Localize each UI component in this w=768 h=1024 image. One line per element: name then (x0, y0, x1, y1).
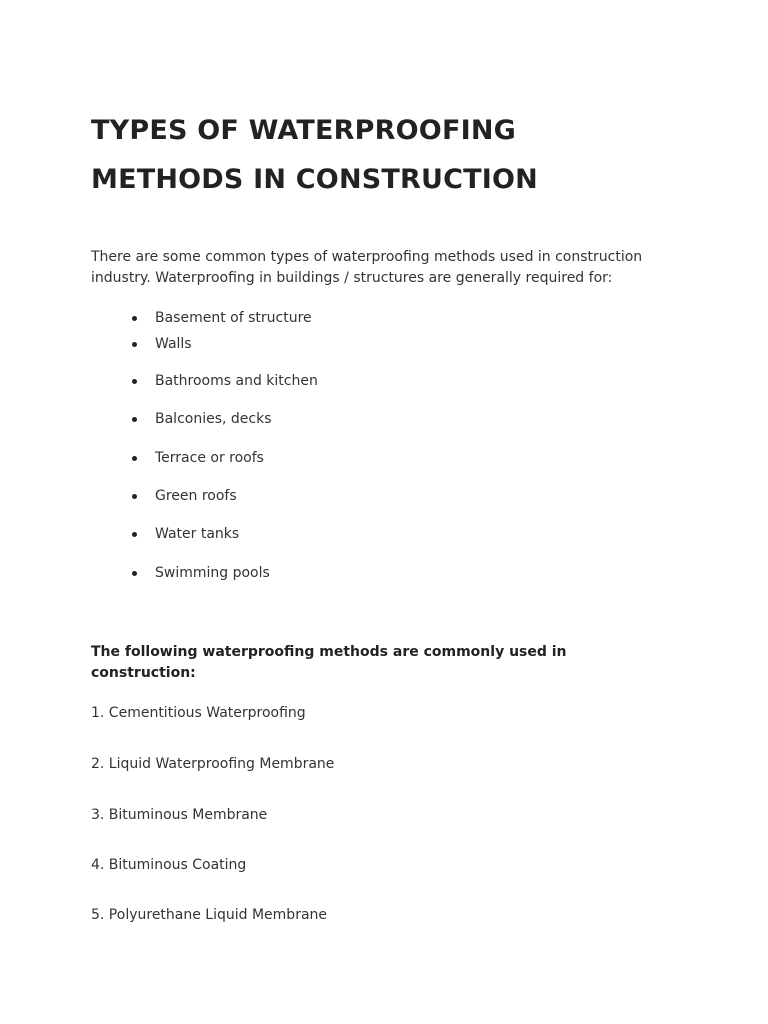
list-item-text: Basement of structure (155, 310, 312, 326)
title-line-2: METHODS IN CONSTRUCTION (91, 164, 538, 195)
page-title (91, 106, 538, 204)
bullet-icon (132, 494, 137, 499)
list-item-text: Walls (155, 336, 192, 352)
method-item: 5. Polyurethane Liquid Membrane (91, 907, 328, 923)
method-item: 2. Liquid Waterproofing Membrane (91, 756, 335, 772)
method-item: 1. Cementitious Waterproofing (91, 705, 306, 721)
bullet-icon (132, 532, 137, 537)
list-item-text: Swimming pools (155, 565, 270, 581)
title-line-1: TYPES OF WATERPROOFING (91, 115, 516, 146)
methods-heading: The following waterproofing methods are commonly used in construction: (91, 644, 567, 681)
intro-paragraph: There are some common types of waterproofing methods used in construction industry. Waterproofing in buildings / structures are generally required for: (91, 249, 643, 286)
list-item-text: Green roofs (155, 488, 237, 504)
bullet-icon (132, 456, 137, 461)
bullet-icon (132, 417, 137, 422)
bullet-icon (132, 379, 137, 384)
bullet-icon (132, 342, 137, 347)
list-item-text: Balconies, decks (155, 411, 272, 427)
bullet-icon (132, 316, 137, 321)
method-item: 3. Bituminous Membrane (91, 807, 268, 823)
bullet-icon (132, 571, 137, 576)
list-item-text: Water tanks (155, 526, 240, 542)
list-item-text: Bathrooms and kitchen (155, 373, 318, 389)
method-item: 4. Bituminous Coating (91, 857, 247, 873)
list-item-text: Terrace or roofs (155, 450, 264, 466)
